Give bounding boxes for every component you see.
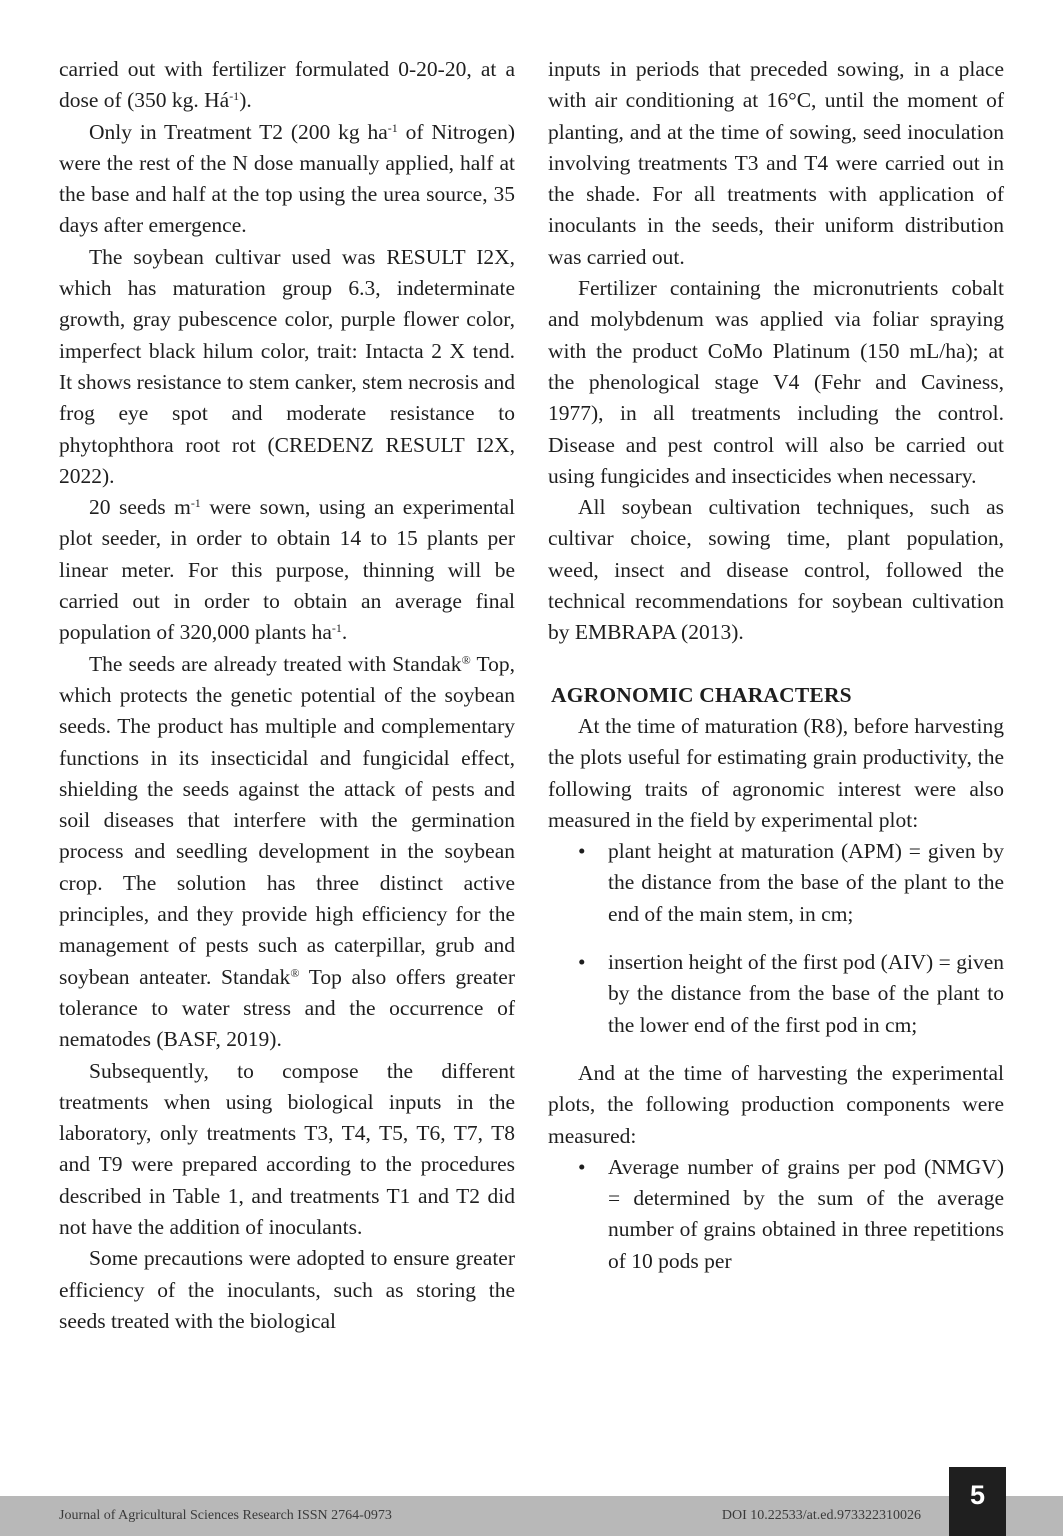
bullet-list <box>548 836 1004 1041</box>
right-column <box>548 54 1004 1277</box>
paragraph: 20 seeds $m^{-1}$ were sown, using an experimental plot seeder, in order to obtain 14 to 15 plants per linear meter. For this purpose, thinning will be carried out in order to obtain an average final population of 320,000 plants $ha^{-1}$. <box>59 495 515 645</box>
paragraph: At the time of maturation (R8), before harvesting the plots useful for estimating grain productivity, the following traits of agronomic interest were also measured in the field by experimental plot: <box>548 713 1004 832</box>
paragraph: The seeds are already treated with Standak® Top, which protects the genetic potential of the soybean seeds. The product has multiple and complementary functions in its insecticidal and fungicidal effect, shielding the seeds against the attack of pests and soil diseases that interfere with the germination process and seedling development in the soybean crop. The solution has three distinct active principles, and they provide high efficiency for the management of pests such as caterpillar, grub and soybean anteater. Standak® Top also offers greater tolerance to water stress and the occurrence of nematodes (BASF, 2019). <box>59 651 515 1052</box>
page-footer <box>0 1496 1063 1536</box>
paragraph: Only in Treatment T2 (200 kg $ha^{-1}$ of Nitrogen) were the rest of the N dose manually applied, half at the base and half at the top using the urea source, 35 days after emergence. <box>59 119 515 238</box>
paragraph: Fertilizer containing the micronutrients cobalt and molybdenum was applied via foliar spraying with the product CoMo Platinum (150 mL/ha); at the phenological stage V4 (Fehr and Caviness, 1977), in all treatments including the control. Disease and pest control will also be carried out using fungicides and insecticides when necessary. <box>548 276 1004 488</box>
paragraph: inputs in periods that preceded sowing, in a place with air conditioning at 16°C, until the moment of planting, and at the time of sowing, seed inoculation involving treatments T3 and T4 were carried out in the shade. For all treatments with application of inoculants in the seeds, their uniform distribution was carried out. <box>548 57 1004 269</box>
bullet-list <box>548 1152 1004 1277</box>
left-column <box>59 54 515 1337</box>
journal-info: Journal of Agricultural Sciences Research ISSN 2764-0973 <box>59 1508 392 1523</box>
page-number: 5 <box>949 1467 1006 1536</box>
bullet-icon: • <box>578 839 586 864</box>
doi-info: DOI 10.22533/at.ed.973322310026 <box>721 1508 921 1523</box>
bullet-icon: • <box>578 950 586 975</box>
paragraph: The soybean cultivar used was RESULT I2X, which has maturation group 6.3, indeterminate growth, gray pubescence color, purple flower color, imperfect black hilum color, trait: Intacta 2 X tend. It shows resistance to stem canker, stem necrosis and frog eye spot and moderate resistance to phytophthora root rot (CREDENZ RESULT I2X, 2022). <box>59 244 515 488</box>
paragraph: And at the time of harvesting the experimental plots, the following production components were measured: <box>548 1060 1004 1148</box>
paragraph: All soybean cultivation techniques, such as cultivar choice, sowing time, plant population, weed, insect and disease control, followed the technical recommendations for soybean cultivation by EMBRAPA (2013). <box>548 495 1004 645</box>
list-item: • Average number of grains per pod (NMGV) = determined by the sum of the average number of grains obtained in three repetitions of 10 pods per <box>548 1152 1004 1277</box>
paragraph: Subsequently, to compose the different treatments when using biological inputs in the laboratory, only treatments T3, T4, T5, T6, T7, T8 and T9 were prepared according to the procedures described in Table 1, and treatments T1 and T2 did not have the addition of inoculants. <box>59 1058 515 1239</box>
section-heading: AGRONOMIC CHARACTERS <box>551 682 852 707</box>
list-item: • plant height at maturation (APM) = given by the distance from the base of the plant to the end of the main stem, in cm; <box>548 836 1004 930</box>
paragraph: Some precautions were adopted to ensure greater efficiency of the inoculants, such as storing the seeds treated with the biological <box>59 1246 515 1333</box>
list-item: • insertion height of the first pod (AIV) = given by the distance from the base of the plant to the lower end of the first pod in cm; <box>548 947 1004 1041</box>
paragraph: carried out with fertilizer formulated 0-20-20, at a dose of (350 kg. $Há^{-1}$). <box>59 57 515 113</box>
bullet-icon: • <box>578 1154 586 1179</box>
